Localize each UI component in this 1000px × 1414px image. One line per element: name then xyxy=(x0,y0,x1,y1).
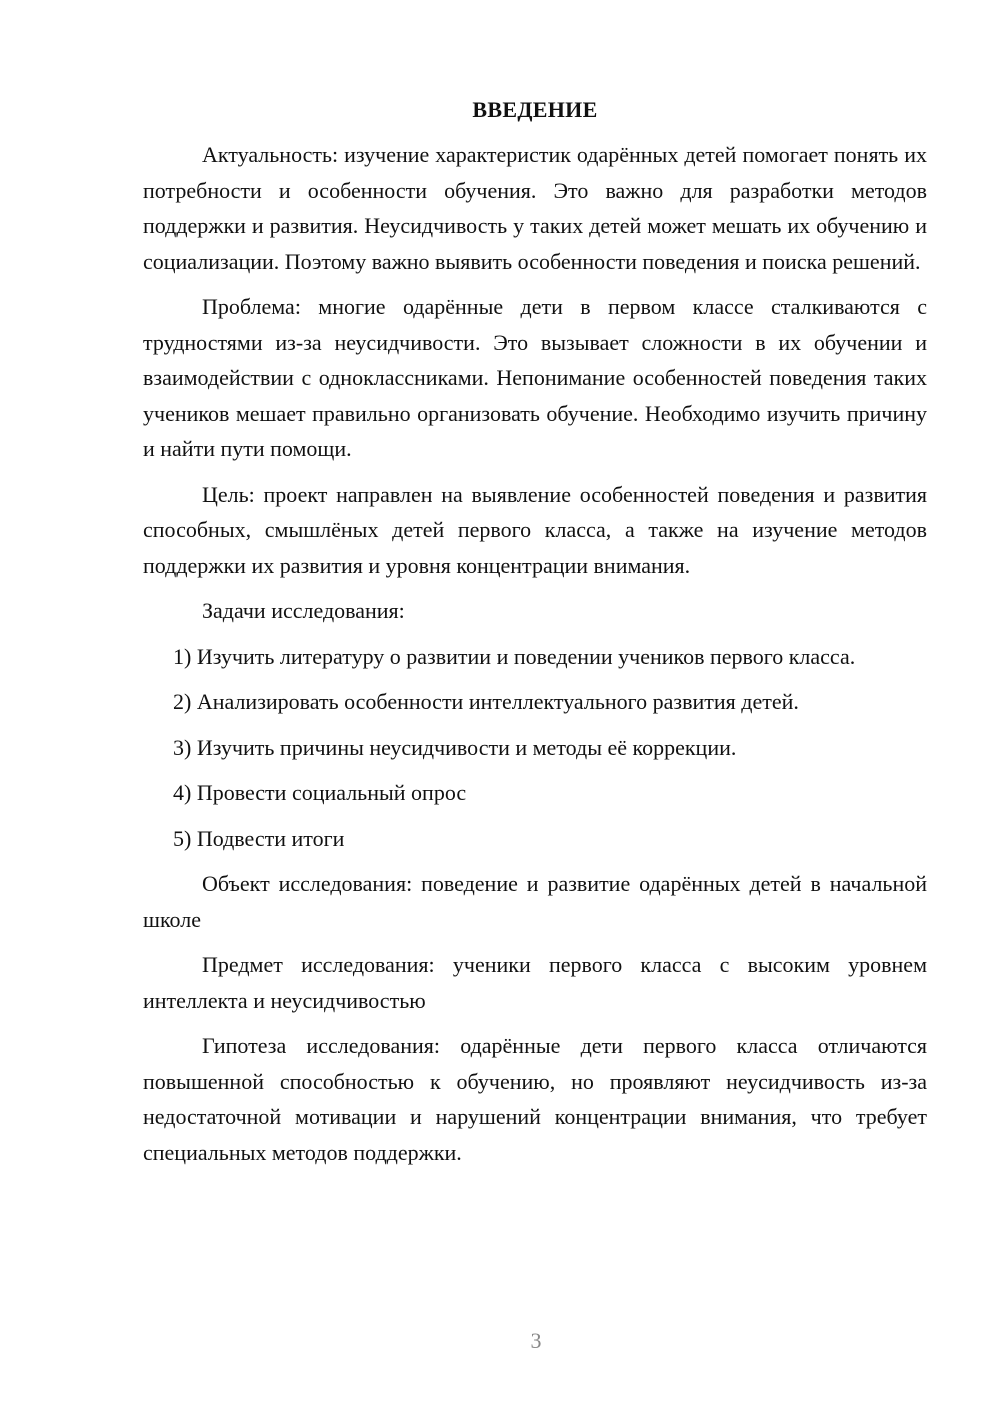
paragraph-subject: Предмет исследования: ученики первого класса с высоким уровнем интеллекта и неусидчивостью xyxy=(143,952,927,1013)
document-page xyxy=(143,92,927,1180)
list-item: 3) Изучить причины неусидчивости и методы её коррекции. xyxy=(173,734,737,760)
section-title: ВВЕДЕНИЕ xyxy=(472,97,598,122)
tasks-heading: Задачи исследования: xyxy=(202,598,405,623)
paragraph-goal: Цель: проект направлен на выявление особенностей поведения и развития способных, смышлёных детей первого класса, а также на изучение методов поддержки их развития и уровня концентрации внимания. xyxy=(143,481,927,578)
list-item: 2) Анализировать особенности интеллектуального развития детей. xyxy=(173,689,799,714)
paragraph-relevance: Актуальность: изучение характеристик одарённых детей помогает понять их потребности и особенности обучения. Это важно для разработки методов поддержки и развития. Неусидчивость у таких детей может мешать их обучению и социализации. Поэтому важно выявить особенности поведения и поиска решений. xyxy=(143,142,927,274)
paragraph-hypothesis: Гипотеза исследования: одарённые дети первого класса отличаются повышенной способностью к обучению, но проявляют неусидчивость из-за недостаточной мотивации и нарушений концентрации внимания, что требует специальных методов поддержки. xyxy=(143,1033,927,1165)
paragraph-object: Объект исследования: поведение и развитие одарённых детей в начальной школе xyxy=(143,871,927,932)
tasks-list xyxy=(143,639,927,857)
list-item: 1) Изучить литературу о развитии и поведении учеников первого класса. xyxy=(173,643,856,669)
list-item: 5) Подвести итоги xyxy=(173,825,345,851)
list-item: 4) Провести социальный опрос xyxy=(173,780,467,805)
paragraph-problem: Проблема: многие одарённые дети в первом классе сталкиваются с трудностями из-за неусидчивости. Это вызывает сложности в их обучении и взаимодействии с одноклассниками. Непонимание особенностей поведения таких учеников мешает правильно организовать обучение. Необходимо изучить причину и найти пути помощи. xyxy=(143,294,927,461)
page-number: 3 xyxy=(530,1328,542,1353)
